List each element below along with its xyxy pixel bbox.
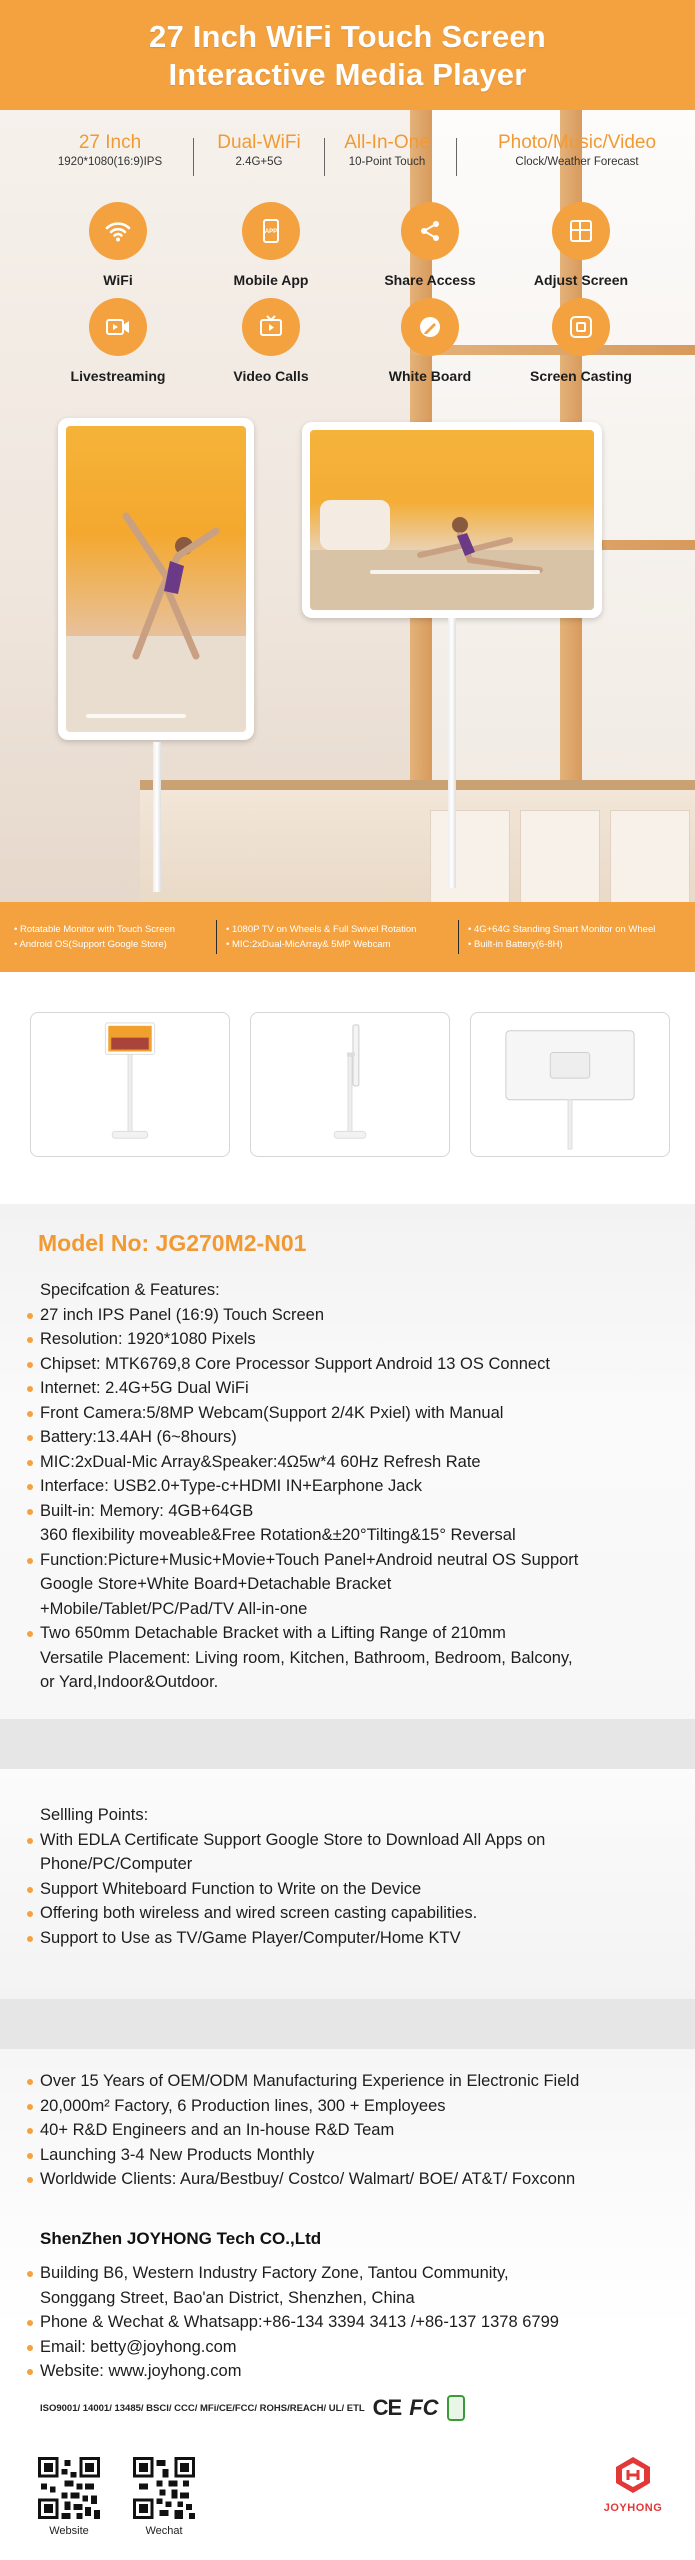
- rohs-leaf-icon: [447, 2395, 465, 2421]
- wechat-qr-label: Wechat: [145, 2525, 183, 2537]
- spec-line: Resolution: 1920*1080 Pixels: [40, 1327, 578, 1352]
- company-highlight: 40+ R&D Engineers and an In-house R&D Team: [40, 2118, 579, 2143]
- selling-points-section: [0, 1769, 695, 1999]
- company-highlight: Worldwide Clients: Aura/Bestbuy/ Costco/ Walmart/ BOE/ AT&T/ Foxconn: [40, 2167, 579, 2192]
- band-divider: [458, 920, 459, 954]
- selling-points-intro: Sellling Points:: [40, 1806, 149, 1824]
- band-column: [226, 922, 416, 952]
- feature-screen-casting: [516, 298, 646, 384]
- band-item: • 1080P TV on Wheels & Full Swivel Rotation: [226, 924, 417, 935]
- spec-line: Front Camera:5/8MP Webcam(Support 2/4K Pxiel) with Manual: [40, 1401, 578, 1426]
- cabinet-drawer: [430, 810, 510, 902]
- feature-label: Livestreaming: [70, 368, 166, 384]
- spec-divider: [456, 138, 457, 176]
- spec-title: Photo/Music/Video: [497, 132, 657, 153]
- share-icon: [401, 202, 459, 260]
- stretching-figure-illustration: [310, 430, 594, 610]
- spec-detail: 2.4G+5G: [235, 156, 283, 168]
- feature-adjust-screen: [516, 202, 646, 288]
- spec-item: [198, 132, 320, 170]
- section-divider: [0, 1999, 695, 2049]
- adjust-screen-icon: [552, 202, 610, 260]
- portrait-screen-photo: [58, 418, 254, 740]
- spec-line: Interface: USB2.0+Type-c+HDMI IN+Earphone Jack: [40, 1474, 578, 1499]
- spec-detail: Clock/Weather Forecast: [515, 156, 639, 168]
- company-name: ShenZhen JOYHONG Tech CO.,Ltd: [40, 2229, 322, 2248]
- company-highlights: [40, 2069, 579, 2192]
- spec-item: [20, 132, 200, 170]
- selling-point: Support to Use as TV/Game Player/Computer/Home KTV: [40, 1926, 545, 1951]
- spec-line: MIC:2xDual-Mic Array&Speaker:4Ω5w*4 60Hz Refresh Rate: [40, 1450, 578, 1475]
- spec-list: [40, 1278, 578, 1695]
- spec-line: Function:Picture+Music+Movie+Touch Panel+Android neutral OS Support: [40, 1548, 578, 1573]
- spec-title: Dual-WiFi: [217, 132, 301, 153]
- spec-line: 360 flexibility moveable&Free Rotation&±20°Tilting&15° Reversal: [40, 1526, 516, 1544]
- band-item: • MIC:2xDual-MicArray& 5MP Webcam: [226, 939, 391, 950]
- feature-livestreaming: [53, 298, 183, 384]
- video-call-icon: [242, 298, 300, 356]
- spec-line: Two 650mm Detachable Bracket with a Lifting Range of 210mm: [40, 1621, 578, 1646]
- header-title-line1: 27 Inch WiFi Touch Screen: [149, 19, 546, 54]
- hero-scene: [0, 110, 695, 902]
- specification-section: [0, 1204, 695, 1719]
- feature-label: Share Access: [384, 272, 476, 288]
- cabinet-drawer: [520, 810, 600, 902]
- feature-video-calls: [206, 298, 336, 384]
- contact-line: Songgang Street, Bao'an District, Shenzhen, China: [40, 2288, 415, 2307]
- spec-line: Battery:13.4AH (6~8hours): [40, 1425, 578, 1450]
- spec-divider: [193, 138, 194, 176]
- spec-title: All-In-One: [344, 132, 430, 153]
- spec-line: Built-in: Memory: 4GB+64GB: [40, 1499, 578, 1524]
- feature-white-board: [365, 298, 495, 384]
- band-item: • Android OS(Support Google Store): [14, 939, 167, 950]
- contact-line: Email: betty@joyhong.com: [40, 2335, 559, 2360]
- product-views: [0, 972, 695, 1204]
- selling-point: Support Whiteboard Function to Write on the Device: [40, 1877, 545, 1902]
- feature-label: WiFi: [103, 272, 133, 288]
- page-header: [0, 0, 695, 110]
- company-highlight: 20,000m² Factory, 6 Production lines, 300 + Employees: [40, 2094, 579, 2119]
- ce-mark-icon: CE: [372, 2395, 402, 2420]
- band-item: • Rotatable Monitor with Touch Screen: [14, 924, 176, 935]
- spec-line: Chipset: MTK6769,8 Core Processor Support Android 13 OS Connect: [40, 1352, 578, 1377]
- feature-label: White Board: [388, 368, 472, 384]
- spec-line: +Mobile/Tablet/PC/Pad/TV All-in-one: [40, 1599, 308, 1618]
- feature-wifi: [53, 202, 183, 288]
- feature-label: Mobile App: [233, 272, 309, 288]
- svg-text:APP: APP: [264, 229, 278, 235]
- portrait-screen-stand: [153, 742, 161, 892]
- band-item: • 4G+64G Standing Smart Monitor on Wheel: [468, 924, 656, 935]
- spec-line: Internet: 2.4G+5G Dual WiFi: [40, 1376, 578, 1401]
- selling-point: With EDLA Certificate Support Google Store to Download All Apps on: [40, 1828, 545, 1853]
- spec-list-intro: Specifcation & Features:: [40, 1281, 220, 1299]
- section-divider: [0, 1719, 695, 1769]
- brand-name: JOYHONG: [603, 2502, 663, 2514]
- feature-mobile-app: [206, 202, 336, 288]
- spec-line: or Yard,Indoor&Outdoor.: [40, 1673, 219, 1691]
- spec-line: Versatile Placement: Living room, Kitchen, Bathroom, Bedroom, Balcony,: [40, 1648, 573, 1667]
- spec-detail: 10-Point Touch: [348, 156, 426, 168]
- contact-line: Building B6, Western Industry Factory Zone, Tantou Community,: [40, 2261, 559, 2286]
- header-title-line2: Interactive Media Player: [168, 57, 527, 92]
- company-contact: [40, 2261, 559, 2384]
- contact-line: Phone & Wechat & Whatsapp:+86-134 3394 3413 /+86-137 1378 6799: [40, 2310, 559, 2335]
- whiteboard-icon: [401, 298, 459, 356]
- product-view-side: [250, 1012, 450, 1157]
- model-number: Model No: JG270M2-N01: [38, 1230, 307, 1256]
- feature-label: Adjust Screen: [533, 272, 629, 288]
- feature-share-access: [365, 202, 495, 288]
- wifi-icon: [89, 202, 147, 260]
- landscape-screen-photo: [302, 422, 602, 618]
- spec-title: 27 Inch: [78, 132, 142, 153]
- selling-point: Phone/PC/Computer: [40, 1855, 193, 1873]
- band-column: [468, 922, 655, 952]
- certifications: [40, 2395, 465, 2421]
- app-icon: [242, 202, 300, 260]
- spec-detail: 1920*1080(16:9)IPS: [57, 156, 163, 168]
- spec-item: [462, 132, 692, 170]
- landscape-screen-stand: [448, 618, 456, 888]
- yoga-figure-illustration: [66, 426, 246, 732]
- cabinet-drawer: [610, 810, 690, 902]
- product-view-front: [30, 1012, 230, 1157]
- spec-divider: [324, 138, 325, 176]
- selling-points-list: [40, 1803, 545, 1950]
- band-divider: [216, 920, 217, 954]
- website-qr-code[interactable]: [38, 2457, 100, 2519]
- feature-label: Screen Casting: [530, 368, 632, 384]
- wechat-qr-code[interactable]: [133, 2457, 195, 2519]
- fcc-mark-icon: FC: [409, 2395, 439, 2420]
- band-item: • Built-in Battery(6-8H): [468, 939, 563, 950]
- joyhong-logo-icon: [613, 2455, 653, 2495]
- band-column: [14, 922, 175, 952]
- feature-band: [0, 902, 695, 972]
- spec-line: Google Store+White Board+Detachable Bracket: [40, 1575, 392, 1593]
- spec-strip: [0, 132, 695, 182]
- contact-line: Website: www.joyhong.com: [40, 2359, 559, 2384]
- livestream-icon: [89, 298, 147, 356]
- selling-point: Offering both wireless and wired screen casting capabilities.: [40, 1901, 545, 1926]
- company-highlight: Over 15 Years of OEM/ODM Manufacturing Experience in Electronic Field: [40, 2069, 579, 2094]
- brand-logo: [598, 2455, 668, 2514]
- company-highlight: Launching 3-4 New Products Monthly: [40, 2143, 579, 2168]
- certifications-text: ISO9001/ 14001/ 13485/ BSCI/ CCC/ MFi/CE/FCC/ ROHS/REACH/ UL/ ETL: [40, 2402, 365, 2414]
- product-view-back: [470, 1012, 670, 1157]
- spec-line: 27 inch IPS Panel (16:9) Touch Screen: [40, 1303, 578, 1328]
- screen-cast-icon: [552, 298, 610, 356]
- company-section: [0, 2049, 695, 2560]
- feature-label: Video Calls: [233, 368, 309, 384]
- spec-item: [326, 132, 448, 170]
- website-qr-label: Website: [49, 2525, 89, 2537]
